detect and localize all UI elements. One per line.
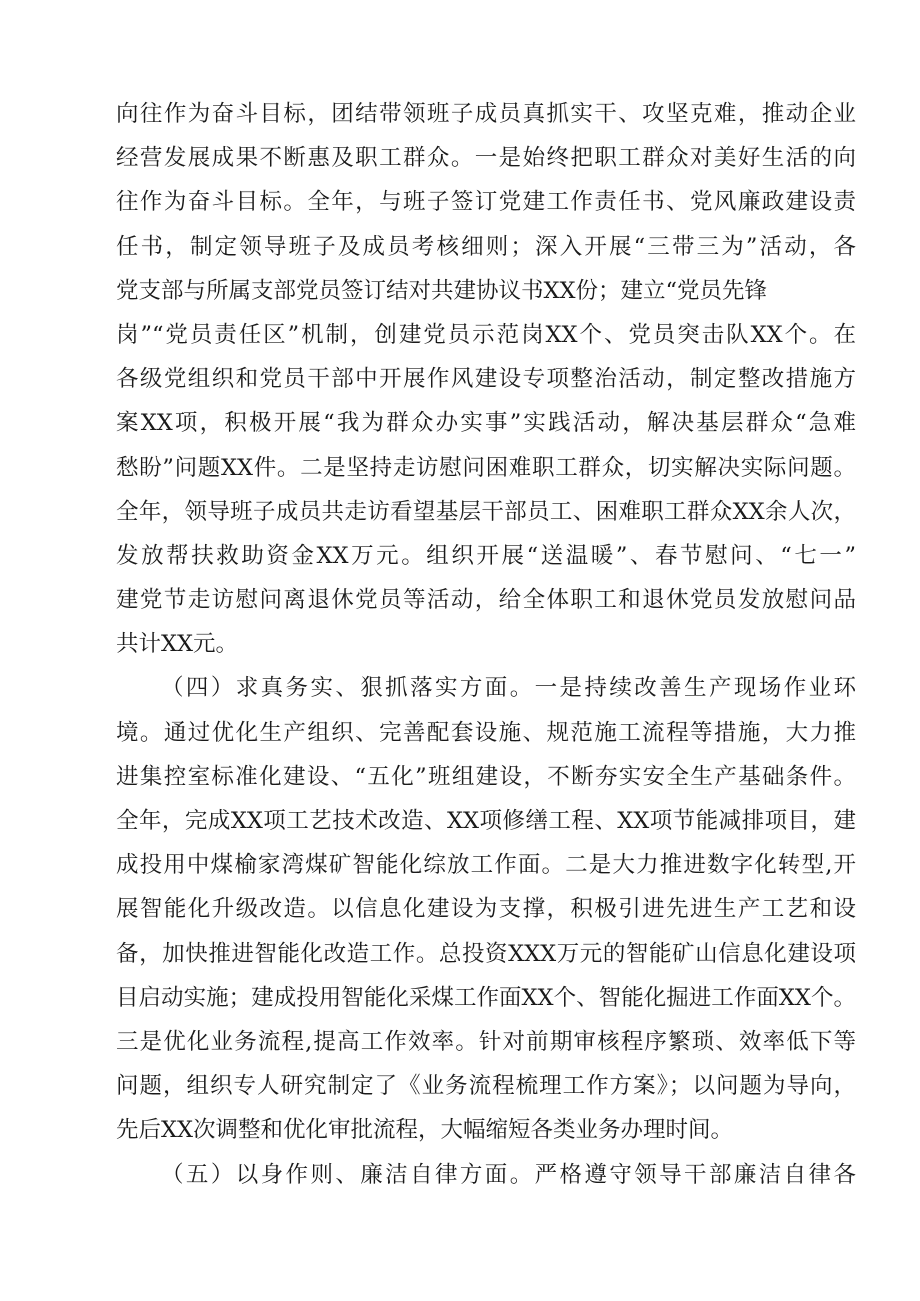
text-line: 全年，完成XX项工艺技术改造、XX项修缮工程、XX项节能减排项目，建 (116, 808, 856, 834)
text-line: 目启动实施；建成投用智能化采煤工作面XX个、智能化掘进工作面XX个。 (116, 984, 856, 1011)
paragraph-start-line: （五）以身作则、廉洁自律方面。严格遵守领导干部廉洁自律各 (161, 1161, 856, 1188)
text-line: 共计XX元。 (116, 631, 239, 658)
text-line: 备，加快推进智能化改造工作。总投资XXX万元的智能矿山信息化建设项 (116, 940, 856, 967)
text-line: 任书，制定领导班子及成员考核细则；深入开展“三带三为”活动，各 (116, 233, 856, 260)
text-line: 先后XX次调整和优化审批流程，大幅缩短各类业务办理时间。 (116, 1117, 734, 1144)
text-line: 岗”“党员责任区”机制，创建党员示范岗XX个、党员突击队XX个。在 (116, 321, 856, 348)
text-line: 经营发展成果不断惠及职工群众。一是始终把职工群众对美好生活的向 (116, 145, 856, 172)
text-line: 愁盼”问题XX件。二是坚持走访慰问困难职工群众，切实解决实际问题。 (116, 454, 856, 481)
text-line: 建党节走访慰问离退休党员等活动，给全体职工和退休党员发放慰问品 (116, 587, 856, 614)
text-line: 境。通过优化生产组织、完善配套设施、规范施工流程等措施，大力推 (116, 719, 856, 746)
text-line: 发放帮扶救助资金XX万元。组织开展“送温暖”、春节慰问、“七一” (116, 542, 856, 569)
text-line: 进集控室标准化建设、“五化”班组建设，不断夯实安全生产基础条件。 (116, 763, 856, 790)
paragraph-start-line: （四）求真务实、狠抓落实方面。一是持续改善生产现场作业环 (161, 675, 856, 702)
text-line: 案XX项，积极开展“我为群众办实事”实践活动，解决基层群众“急难 (116, 410, 856, 437)
text-line: 全年，领导班子成员共走访看望基层干部员工、困难职工群众XX余人次， (116, 498, 856, 525)
text-line: 成投用中煤榆家湾煤矿智能化综放工作面。二是大力推进数字化转型,开 (116, 852, 856, 879)
text-line: 党支部与所属支部党员签订结对共建协议书XX份；建立“党员先锋 (116, 277, 768, 304)
text-line: 展智能化升级改造。以信息化建设为支撑，积极引进先进生产工艺和设 (116, 896, 856, 923)
text-line: 三是优化业务流程,提高工作效率。针对前期审核程序繁琐、效率低下等 (116, 1028, 856, 1055)
text-line: 往作为奋斗目标。全年，与班子签订党建工作责任书、党风廉政建设责 (116, 189, 856, 216)
text-line: 各级党组织和党员干部中开展作风建设专项整治活动，制定整改措施方 (116, 366, 856, 393)
text-line: 向往作为奋斗目标，团结带领班子成员真抓实干、攻坚克难，推动企业 (116, 101, 856, 127)
text-line: 问题，组织专人研究制定了《业务流程梳理工作方案》；以问题为导向， (116, 1073, 856, 1100)
document-body (116, 92, 856, 1197)
